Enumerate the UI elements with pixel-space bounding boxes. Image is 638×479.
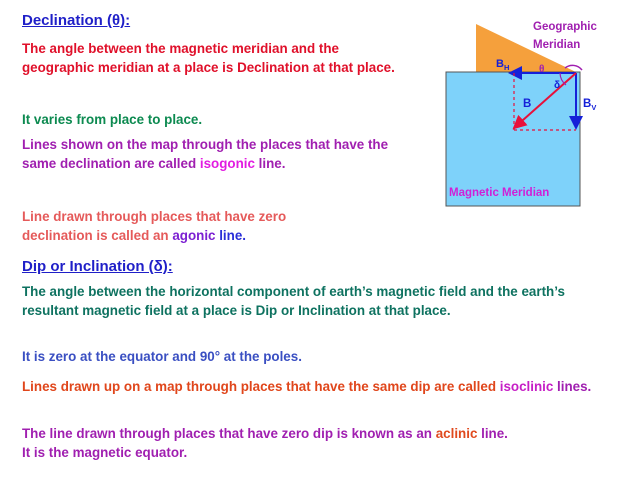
isoclinic-text-post: lines. (553, 379, 592, 394)
dip-definition: The angle between the horizontal component of earth’s magnetic field and the earth’s resultant magnetic field at a place is Dip or Inclination at that place. (22, 284, 565, 318)
bv-label: $B_V$ (583, 98, 597, 112)
aclinic-text-pre: The line drawn through places that have zero dip is known as an (22, 426, 436, 441)
isogonic-text-pre: Lines shown on the map through the places that have the same declination are called (22, 137, 389, 171)
agonic-keyword: agonic (172, 227, 216, 243)
aclinic-keyword: aclinic (435, 426, 478, 441)
dip-zero: It is zero at the equator and 90° at the poles. (22, 349, 302, 364)
declination-heading: Declination (θ): (22, 12, 131, 29)
aclinic-line2: It is the magnetic equator. (22, 444, 188, 460)
isoclinic-sentence (22, 378, 612, 397)
agonic-text-pre: Line drawn through places that have zero declination is called an (22, 209, 287, 243)
isogonic-keyword: isogonic (199, 155, 255, 171)
delta-label: δ (554, 80, 561, 91)
isoclinic-keyword: isoclinic (499, 379, 554, 394)
geographic-label-2: Meridian (533, 39, 581, 51)
bh-label: $B_H$ (496, 58, 510, 72)
isogonic-text-post: line. (254, 155, 286, 171)
declination-definition: The angle between the magnetic meridian and the geographic meridian at a place is Declination at that place. (22, 41, 395, 75)
magnetic-meridian-plane (446, 72, 580, 206)
isoclinic-text-pre: Lines drawn up on a map through places that have the same dip are called (22, 379, 500, 394)
declination-varies: It varies from place to place. (22, 112, 203, 127)
aclinic-sentence (22, 425, 622, 462)
b-label: B (523, 98, 532, 110)
theta-label: θ (539, 64, 545, 75)
magnetic-meridian-label: Magnetic Meridian (449, 187, 550, 199)
agonic-text-post: line. (215, 227, 246, 243)
geographic-label-1: Geographic (533, 21, 597, 33)
dip-heading: Dip or Inclination (δ): (22, 258, 173, 275)
aclinic-text-post: line. (477, 426, 508, 441)
